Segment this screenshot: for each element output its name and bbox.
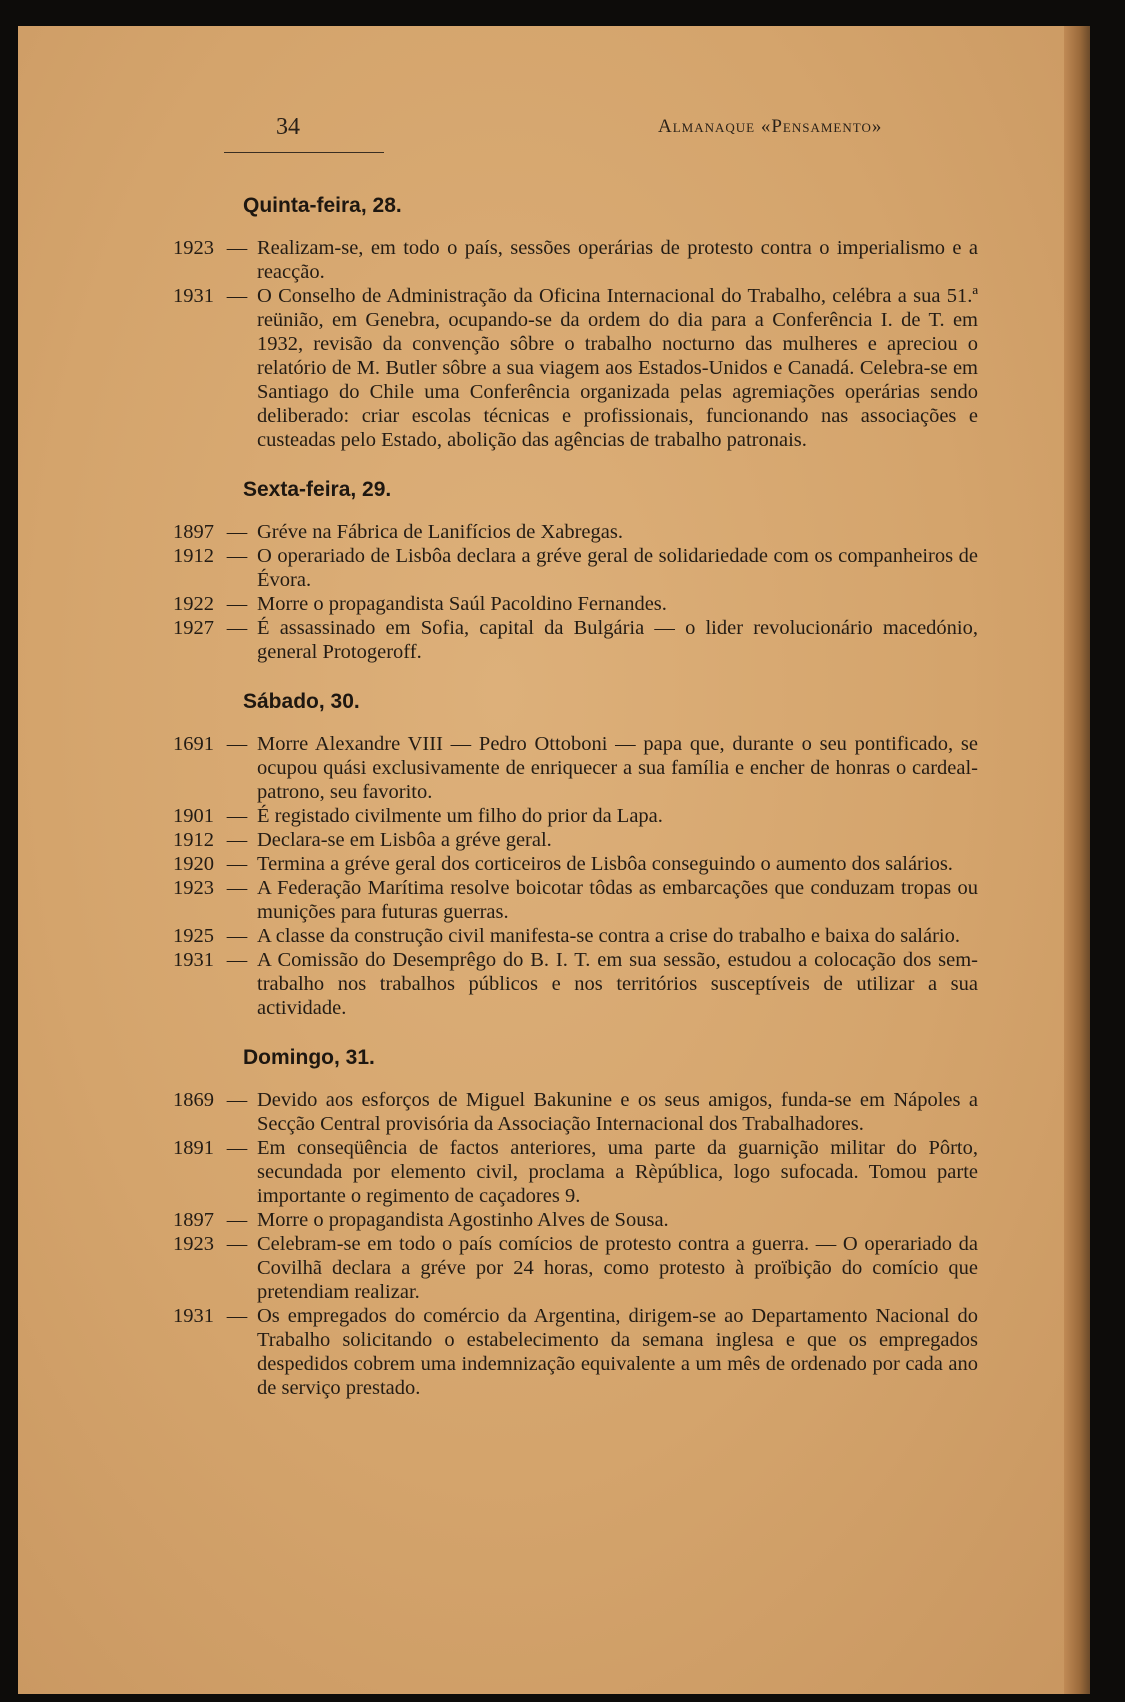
book-spine — [1064, 26, 1090, 1694]
chronology-entry — [173, 236, 978, 284]
entry-dash: — — [226, 285, 248, 307]
chronology-entry — [173, 544, 978, 592]
entry-year: 1897 — [173, 1209, 214, 1231]
chronology-entry — [173, 1136, 978, 1208]
chronology-entry — [173, 852, 978, 876]
entry-text: Morre o propagandista Agostinho Alves de Sousa. — [257, 1209, 669, 1231]
entry-dash: — — [226, 593, 248, 615]
entry-text: Os empregados do comércio da Argentina, dirigem-se ao Departamento Nacional do Trabalho solicitando o estabelecimento da semana inglesa e que os empregados despedidos cobrem uma indemnização equivalente a um mês de ordenado por cada ano de serviço prestado. — [257, 1305, 978, 1399]
entry-text: É assassinado em Sofia, capital da Bulgária — o lider revolucionário macedónio, general Protogeroff. — [257, 617, 978, 663]
entry-year: 1901 — [173, 805, 214, 827]
entry-text: A Comissão do Desemprêgo do B. I. T. em sua sessão, estudou a colocação dos sem-trabalho nos trabalhos públicos e nos territórios susceptíveis de utilizar a sua actividade. — [257, 949, 978, 1019]
entry-text: O operariado de Lisbôa declara a gréve geral de solidariedade com os companheiros de Évora. — [257, 545, 978, 591]
day-heading: Quinta-feira, 28. — [243, 194, 402, 217]
entry-year: 1923 — [173, 1233, 214, 1255]
entry-dash: — — [226, 1089, 248, 1111]
entry-dash: — — [226, 1233, 248, 1255]
entry-dash: — — [226, 617, 248, 639]
entry-dash: — — [226, 733, 248, 755]
entry-year: 1931 — [173, 949, 214, 971]
entry-year: 1931 — [173, 1305, 214, 1327]
entry-dash: — — [226, 805, 248, 827]
entry-dash: — — [226, 237, 248, 259]
day-section — [173, 690, 978, 1020]
chronology-entry — [173, 1208, 978, 1232]
entry-year: 1923 — [173, 877, 214, 899]
chronology-entry — [173, 1232, 978, 1304]
entry-text: Gréve na Fábrica de Lanifícios de Xabregas. — [257, 521, 623, 543]
day-section — [173, 1046, 978, 1400]
chronology-entry — [173, 876, 978, 924]
chronology-entry — [173, 828, 978, 852]
day-section — [173, 478, 978, 664]
entry-text: É registado civilmente um filho do prior da Lapa. — [257, 805, 663, 827]
chronology-entry — [173, 284, 978, 452]
chronology-entry — [173, 592, 978, 616]
chronology-entry — [173, 1088, 978, 1136]
entry-dash: — — [226, 829, 248, 851]
chronology-entry — [173, 924, 978, 948]
day-heading: Sexta-feira, 29. — [243, 478, 392, 501]
entry-text: O Conselho de Administração da Oficina Internacional do Trabalho, celébra a sua 51.ª reünião, em Genebra, ocupando-se da ordem do dia para a Conferência I. de T. em 1932, revisão da convenção sôbre o trabalho nocturno das mulheres e apreciou o relatório de M. Butler sôbre a sua viagem aos Estados-Unidos e Canadá. Celebra-se em Santiago do Chile uma Conferência organizada pelas agremiações operárias sendo deliberado: criar escolas técnicas e profissionais, funcionando nas associações e custeadas pelo Estado, abolição das agências de trabalho patronais. — [257, 285, 978, 451]
page-content — [173, 194, 978, 1426]
chronology-entry — [173, 804, 978, 828]
entry-dash: — — [226, 1209, 248, 1231]
entry-dash: — — [226, 1305, 248, 1327]
entry-dash: — — [226, 949, 248, 971]
header-rule — [224, 152, 384, 153]
entry-year: 1923 — [173, 237, 214, 259]
day-heading: Domingo, 31. — [243, 1046, 375, 1069]
entry-year: 1897 — [173, 521, 214, 543]
entry-dash: — — [226, 877, 248, 899]
entry-text: Morre o propagandista Saúl Pacoldino Fernandes. — [257, 593, 667, 615]
running-title: Almanaque «Pensamento» — [658, 116, 883, 137]
entry-year: 1891 — [173, 1137, 214, 1159]
chronology-entry — [173, 520, 978, 544]
entry-year: 1925 — [173, 925, 214, 947]
entry-text: Celebram-se em todo o país comícios de protesto contra a guerra. — O operariado da Covilhã declara a gréve por 24 horas, como protesto à proïbição do comício que pretendiam realizar. — [257, 1233, 978, 1303]
entry-year: 1927 — [173, 617, 214, 639]
entry-text: A Federação Marítima resolve boicotar tôdas as embarcações que conduzam tropas ou munições para futuras guerras. — [257, 877, 978, 923]
book-page — [18, 26, 1090, 1694]
entry-dash: — — [226, 925, 248, 947]
entry-dash: — — [226, 853, 248, 875]
entry-text: Em conseqüência de factos anteriores, uma parte da guarnição militar do Pôrto, secundada por elemento civil, proclama a Rèpública, logo sufocada. Tomou parte importante o regimento de caçadores 9. — [257, 1137, 978, 1207]
entry-text: Termina a gréve geral dos corticeiros de Lisbôa conseguindo o aumento dos salários. — [257, 853, 953, 875]
entry-year: 1922 — [173, 593, 214, 615]
entry-year: 1869 — [173, 1089, 214, 1111]
entry-year: 1920 — [173, 853, 214, 875]
entry-year: 1931 — [173, 285, 214, 307]
day-section — [173, 194, 978, 452]
entry-year: 1912 — [173, 829, 214, 851]
entry-dash: — — [226, 545, 248, 567]
day-heading: Sábado, 30. — [243, 690, 360, 713]
entry-dash: — — [226, 521, 248, 543]
entry-year: 1691 — [173, 733, 214, 755]
entry-text: Devido aos esforços de Miguel Bakunine e os seus amigos, funda-se em Nápoles a Secção Central provisória da Associação Internacional dos Trabalhadores. — [257, 1089, 978, 1135]
entry-text: A classe da construção civil manifesta-se contra a crise do trabalho e baixa do salário. — [257, 925, 960, 947]
entry-year: 1912 — [173, 545, 214, 567]
entry-text: Declara-se em Lisbôa a gréve geral. — [257, 829, 552, 851]
chronology-entry — [173, 948, 978, 1020]
chronology-entry — [173, 732, 978, 804]
page-number: 34 — [276, 114, 300, 140]
chronology-entry — [173, 1304, 978, 1400]
chronology-entry — [173, 616, 978, 664]
entry-text: Realizam-se, em todo o país, sessões operárias de protesto contra o imperialismo e a reacção. — [257, 237, 978, 283]
entry-text: Morre Alexandre VIII — Pedro Ottoboni — papa que, durante o seu pontificado, se ocupou quási exclusivamente de enriquecer a sua família e encher de honras o cardeal-patrono, seu favorito. — [257, 733, 978, 803]
entry-dash: — — [226, 1137, 248, 1159]
